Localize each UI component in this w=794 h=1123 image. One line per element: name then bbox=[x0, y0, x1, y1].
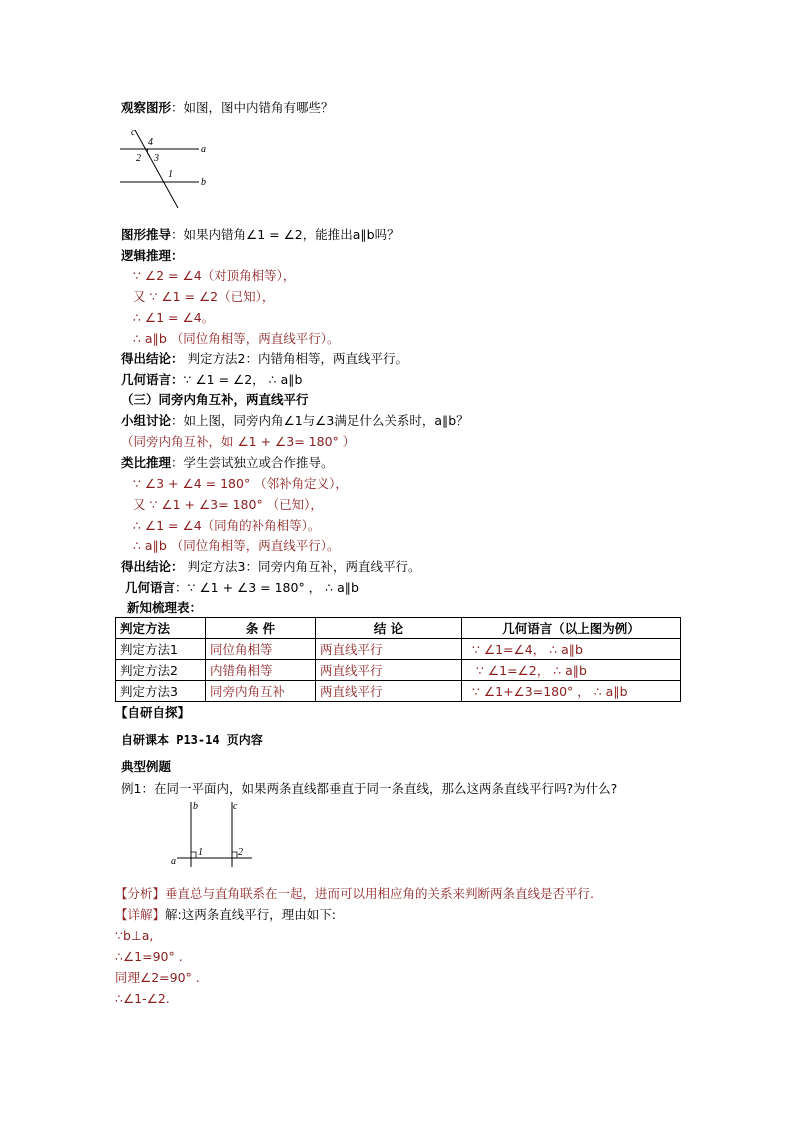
fig1-label-b: b bbox=[201, 177, 206, 188]
header-method: 判定方法 bbox=[116, 618, 206, 639]
conclusion2-label: 得出结论： bbox=[121, 351, 184, 366]
geo2-text: ∵ ∠1 = ∠2， ∴ a∥b bbox=[183, 372, 303, 387]
section3-answer: （同旁内角互补，如 ∠1 + ∠3= 180° ） bbox=[121, 434, 356, 449]
group-text: ：如上图，同旁内角∠1与∠3满足什么关系时，a∥b？ bbox=[171, 413, 469, 428]
fig1-label-4: 4 bbox=[148, 137, 153, 148]
header-condition: 条 件 bbox=[206, 618, 316, 639]
header-conclusion: 结 论 bbox=[316, 618, 462, 639]
logic-label: 逻辑推理： bbox=[121, 248, 184, 263]
observe-label: 观察图形 bbox=[121, 100, 172, 115]
fig2-label-b: b bbox=[193, 801, 198, 812]
solution-step-1: ∵b⊥a, bbox=[115, 928, 154, 943]
header-geo-language: 几何语言（以上图为例） bbox=[462, 618, 681, 639]
observe-line bbox=[121, 100, 334, 116]
deduce-label: 图形推导 bbox=[121, 227, 172, 242]
geo2-line bbox=[121, 372, 302, 388]
conclusion3-text: 判定方法3：同旁内角互补，两直线平行。 bbox=[187, 559, 421, 574]
observe-text: ：如图，图中内错角有哪些？ bbox=[171, 100, 334, 115]
proof3-step-3: ∴ ∠1 = ∠4（同角的补角相等）。 bbox=[133, 518, 321, 533]
fig1-label-3: 3 bbox=[154, 153, 159, 164]
detail-text: 解:这两条直线平行，理由如下: bbox=[165, 907, 336, 922]
solution-step-3: 同理∠2=90° . bbox=[115, 970, 200, 985]
proof2-step-3: ∴ ∠1 = ∠4。 bbox=[133, 310, 215, 325]
table-cell: ∵ ∠1+∠3=180° ， ∴ a∥b bbox=[462, 681, 681, 702]
table-cell: 判定方法2 bbox=[116, 660, 206, 681]
solution-step-2: ∴∠1=90° . bbox=[115, 949, 183, 964]
geo3-text: ：∵ ∠1 + ∠3 = 180° ， ∴ a∥b bbox=[175, 580, 359, 595]
table-caption: 新知梳理表： bbox=[127, 600, 203, 615]
table-cell: ∵ ∠1=∠2， ∴ a∥b bbox=[462, 660, 681, 681]
conclusion2-text: 判定方法2：内错角相等，两直线平行。 bbox=[187, 351, 408, 366]
deduce-line bbox=[121, 227, 400, 243]
fig2-label-a: a bbox=[171, 856, 176, 867]
group-label: 小组讨论 bbox=[121, 413, 172, 428]
geo2-label: 几何语言： bbox=[121, 372, 184, 387]
proof3-step-2: 又 ∵ ∠1 + ∠3= 180° （已知）， bbox=[133, 497, 323, 512]
analogy-line bbox=[121, 455, 334, 471]
proof2-step-2: 又 ∵ ∠1 = ∠2（已知）， bbox=[133, 289, 275, 304]
table-cell: 内错角相等 bbox=[206, 660, 316, 681]
analysis-tag: 【分析】 bbox=[115, 886, 166, 901]
fig2-label-2: 2 bbox=[238, 847, 243, 858]
proof2-step-4: ∴ a∥b （同位角相等，两直线平行）。 bbox=[133, 331, 340, 346]
example-heading: 典型例题 bbox=[121, 759, 172, 774]
table-row bbox=[116, 660, 681, 681]
conclusion2-line bbox=[121, 351, 408, 367]
solution-step-4: ∴∠1-∠2. bbox=[115, 991, 170, 1006]
fig1-label-2: 2 bbox=[136, 153, 141, 164]
fig1-label-1: 1 bbox=[168, 169, 173, 180]
figure-transversal bbox=[117, 126, 212, 210]
methods-table bbox=[115, 617, 681, 702]
fig1-label-a: a bbox=[201, 144, 206, 155]
detail-tag: 【详解】 bbox=[115, 907, 166, 922]
table-row bbox=[116, 681, 681, 702]
fig1-label-c: c bbox=[131, 127, 136, 138]
table-cell: 同位角相等 bbox=[206, 639, 316, 660]
analysis-line bbox=[115, 886, 594, 902]
geo3-label: 几何语言 bbox=[125, 580, 176, 595]
example-question: 例1：在同一平面内，如果两条直线都垂直于同一条直线，那么这两条直线平行吗?为什么? bbox=[121, 781, 618, 796]
fig2-label-1: 1 bbox=[198, 847, 203, 858]
table-cell: 同旁内角互补 bbox=[206, 681, 316, 702]
group-line bbox=[121, 413, 469, 429]
analogy-label: 类比推理 bbox=[121, 455, 172, 470]
table-cell: 判定方法3 bbox=[116, 681, 206, 702]
geo3-line bbox=[125, 580, 359, 596]
table-cell: 两直线平行 bbox=[316, 660, 462, 681]
fig2-label-c: c bbox=[233, 801, 238, 812]
table-cell: 两直线平行 bbox=[316, 639, 462, 660]
detail-line bbox=[115, 907, 336, 923]
proof3-step-4: ∴ a∥b （同位角相等，两直线平行）。 bbox=[133, 538, 340, 553]
figure-perpendicular bbox=[168, 800, 258, 870]
self-study-text: 自研课本 P13-14 页内容 bbox=[121, 733, 263, 747]
table-cell: ∵ ∠1=∠4， ∴ a∥b bbox=[462, 639, 681, 660]
table-cell: 两直线平行 bbox=[316, 681, 462, 702]
conclusion3-label: 得出结论： bbox=[121, 559, 184, 574]
analysis-text: 垂直总与直角联系在一起，进而可以用相应角的关系来判断两条直线是否平行. bbox=[165, 886, 594, 901]
self-study-heading: 【自研自探】 bbox=[115, 705, 191, 720]
table-header-row bbox=[116, 618, 681, 639]
proof2-step-1: ∵ ∠2 = ∠4（对顶角相等）， bbox=[133, 268, 296, 283]
section3-heading: （三）同旁内角互补，两直线平行 bbox=[121, 392, 309, 407]
table-cell: 判定方法1 bbox=[116, 639, 206, 660]
conclusion3-line bbox=[121, 559, 420, 575]
proof3-step-1: ∵ ∠3 + ∠4 = 180° （邻补角定义）， bbox=[133, 476, 348, 491]
deduce-text: ：如果内错角∠1 = ∠2，能推出a∥b吗？ bbox=[171, 227, 400, 242]
analogy-text: ：学生尝试独立或合作推导。 bbox=[171, 455, 334, 470]
table-row bbox=[116, 639, 681, 660]
